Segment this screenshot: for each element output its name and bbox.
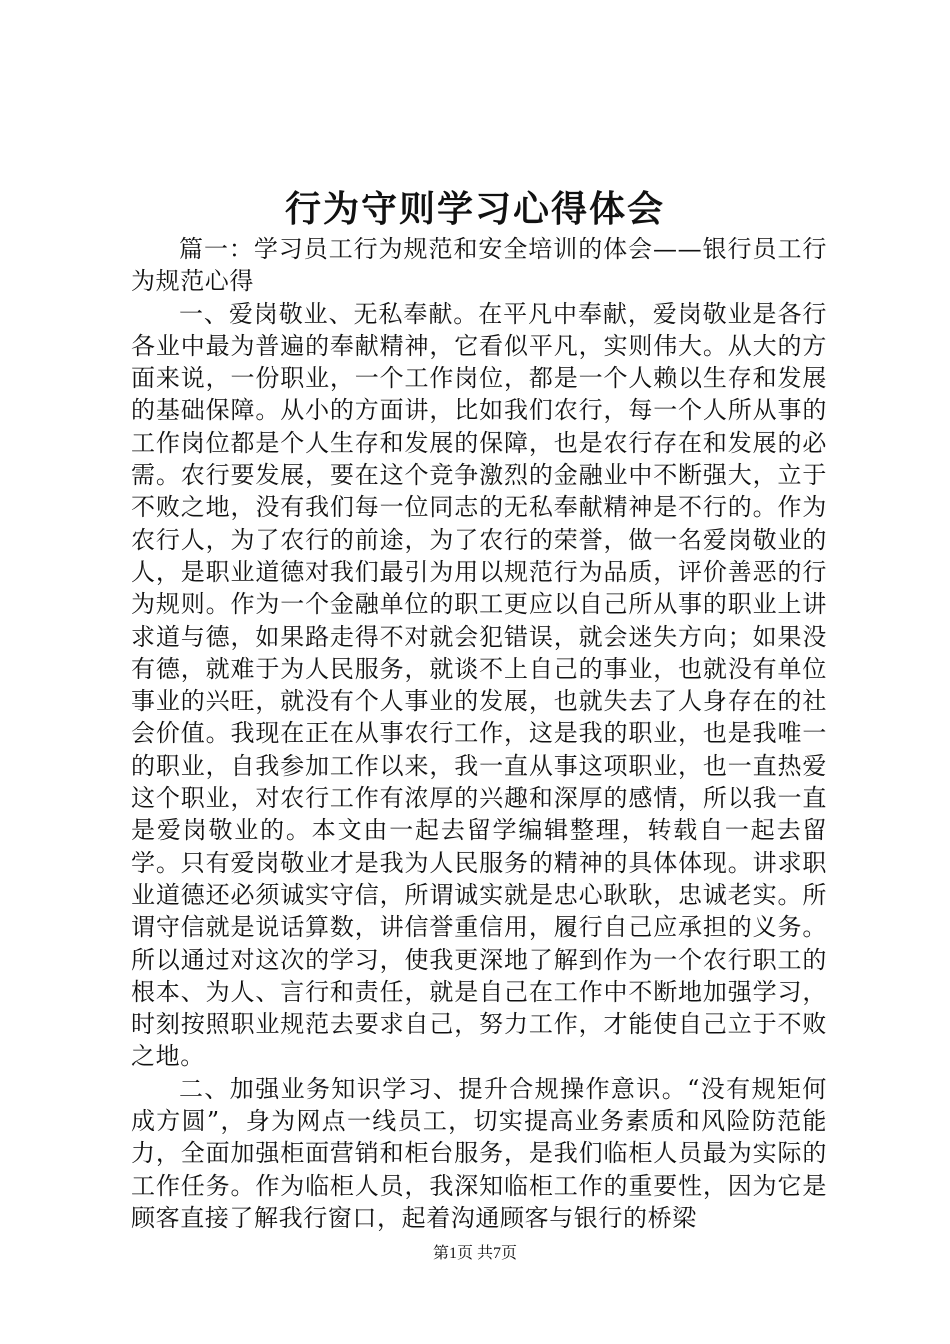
paragraph-intro: 篇一：学习员工行为规范和安全培训的体会——银行员工行为规范心得 [131, 235, 827, 296]
document-title: 行为守则学习心得体会 [284, 188, 665, 230]
paragraph-section-one: 一、爱岗敬业、无私奉献。在平凡中奉献，爱岗敬业是各行各业中最为普遍的奉献精神，它看似平凡，实则伟大。从大的方面来说，一份职业，一个工作岗位，都是一个人赖以生存和发展的基础保障。从小的方面讲，比如我们农行，每一个人所从事的工作岗位都是个人生存和发展的保障，也是农行存在和发展的必需。农行要发展，要在这个竞争激烈的金融业中不断强大，立于不败之地，没有我们每一位同志的无私奉献精神是不行的。作为农行人，为了农行的前途，为了农行的荣誉，做一名爱岗敬业的人，是职业道德对我们最引为用以规范行为品质，评价善恶的行为规则。作为一个金融单位的职工更应以自己所从事的职业上讲求道与德，如果路走得不对就会犯错误，就会迷失方向；如果没有德，就难于为人民服务，就谈不上自己的事业，也就没有单位事业的兴旺，就没有个人事业的发展，也就失去了人身存在的社会价值。我现在正在从事农行工作，这是我的职业，也是我唯一的职业，自我参加工作以来，我一直从事这项职业，也一直热爱这个职业，对农行工作有浓厚的兴趣和深厚的感情，所以我一直是爱岗敬业的。本文由一起去留学编辑整理，转载自一起去留学。只有爱岗敬业才是我为人民服务的精神的具体体现。讲求职业道德还必须诚实守信，所谓诚实就是忠心耿耿，忠诚老实。所谓守信就是说话算数，讲信誉重信用，履行自己应承担的义务。所以通过对这次的学习，使我更深地了解到作为一个农行职工的根本、为人、言行和责任，就是自己在工作中不断地加强学习，时刻按照职业规范去要求自己，努力工作，才能使自己立于不败之地。 [131, 299, 827, 1071]
document-body [131, 233, 827, 1234]
paragraph-section-two: 二、加强业务知识学习、提升合规操作意识。“没有规矩何成方圆”，身为网点一线员工，切实提高业务素质和风险防范能力，全面加强柜面营销和柜台服务，是我们临柜人员最为实际的工作任务。作为临柜人员，我深知临柜工作的重要性，因为它是顾客直接了解我行窗口，起着沟通顾客与银行的桥梁 [131, 1074, 827, 1232]
page-footer: 第1页 共7页 [432, 1245, 517, 1262]
